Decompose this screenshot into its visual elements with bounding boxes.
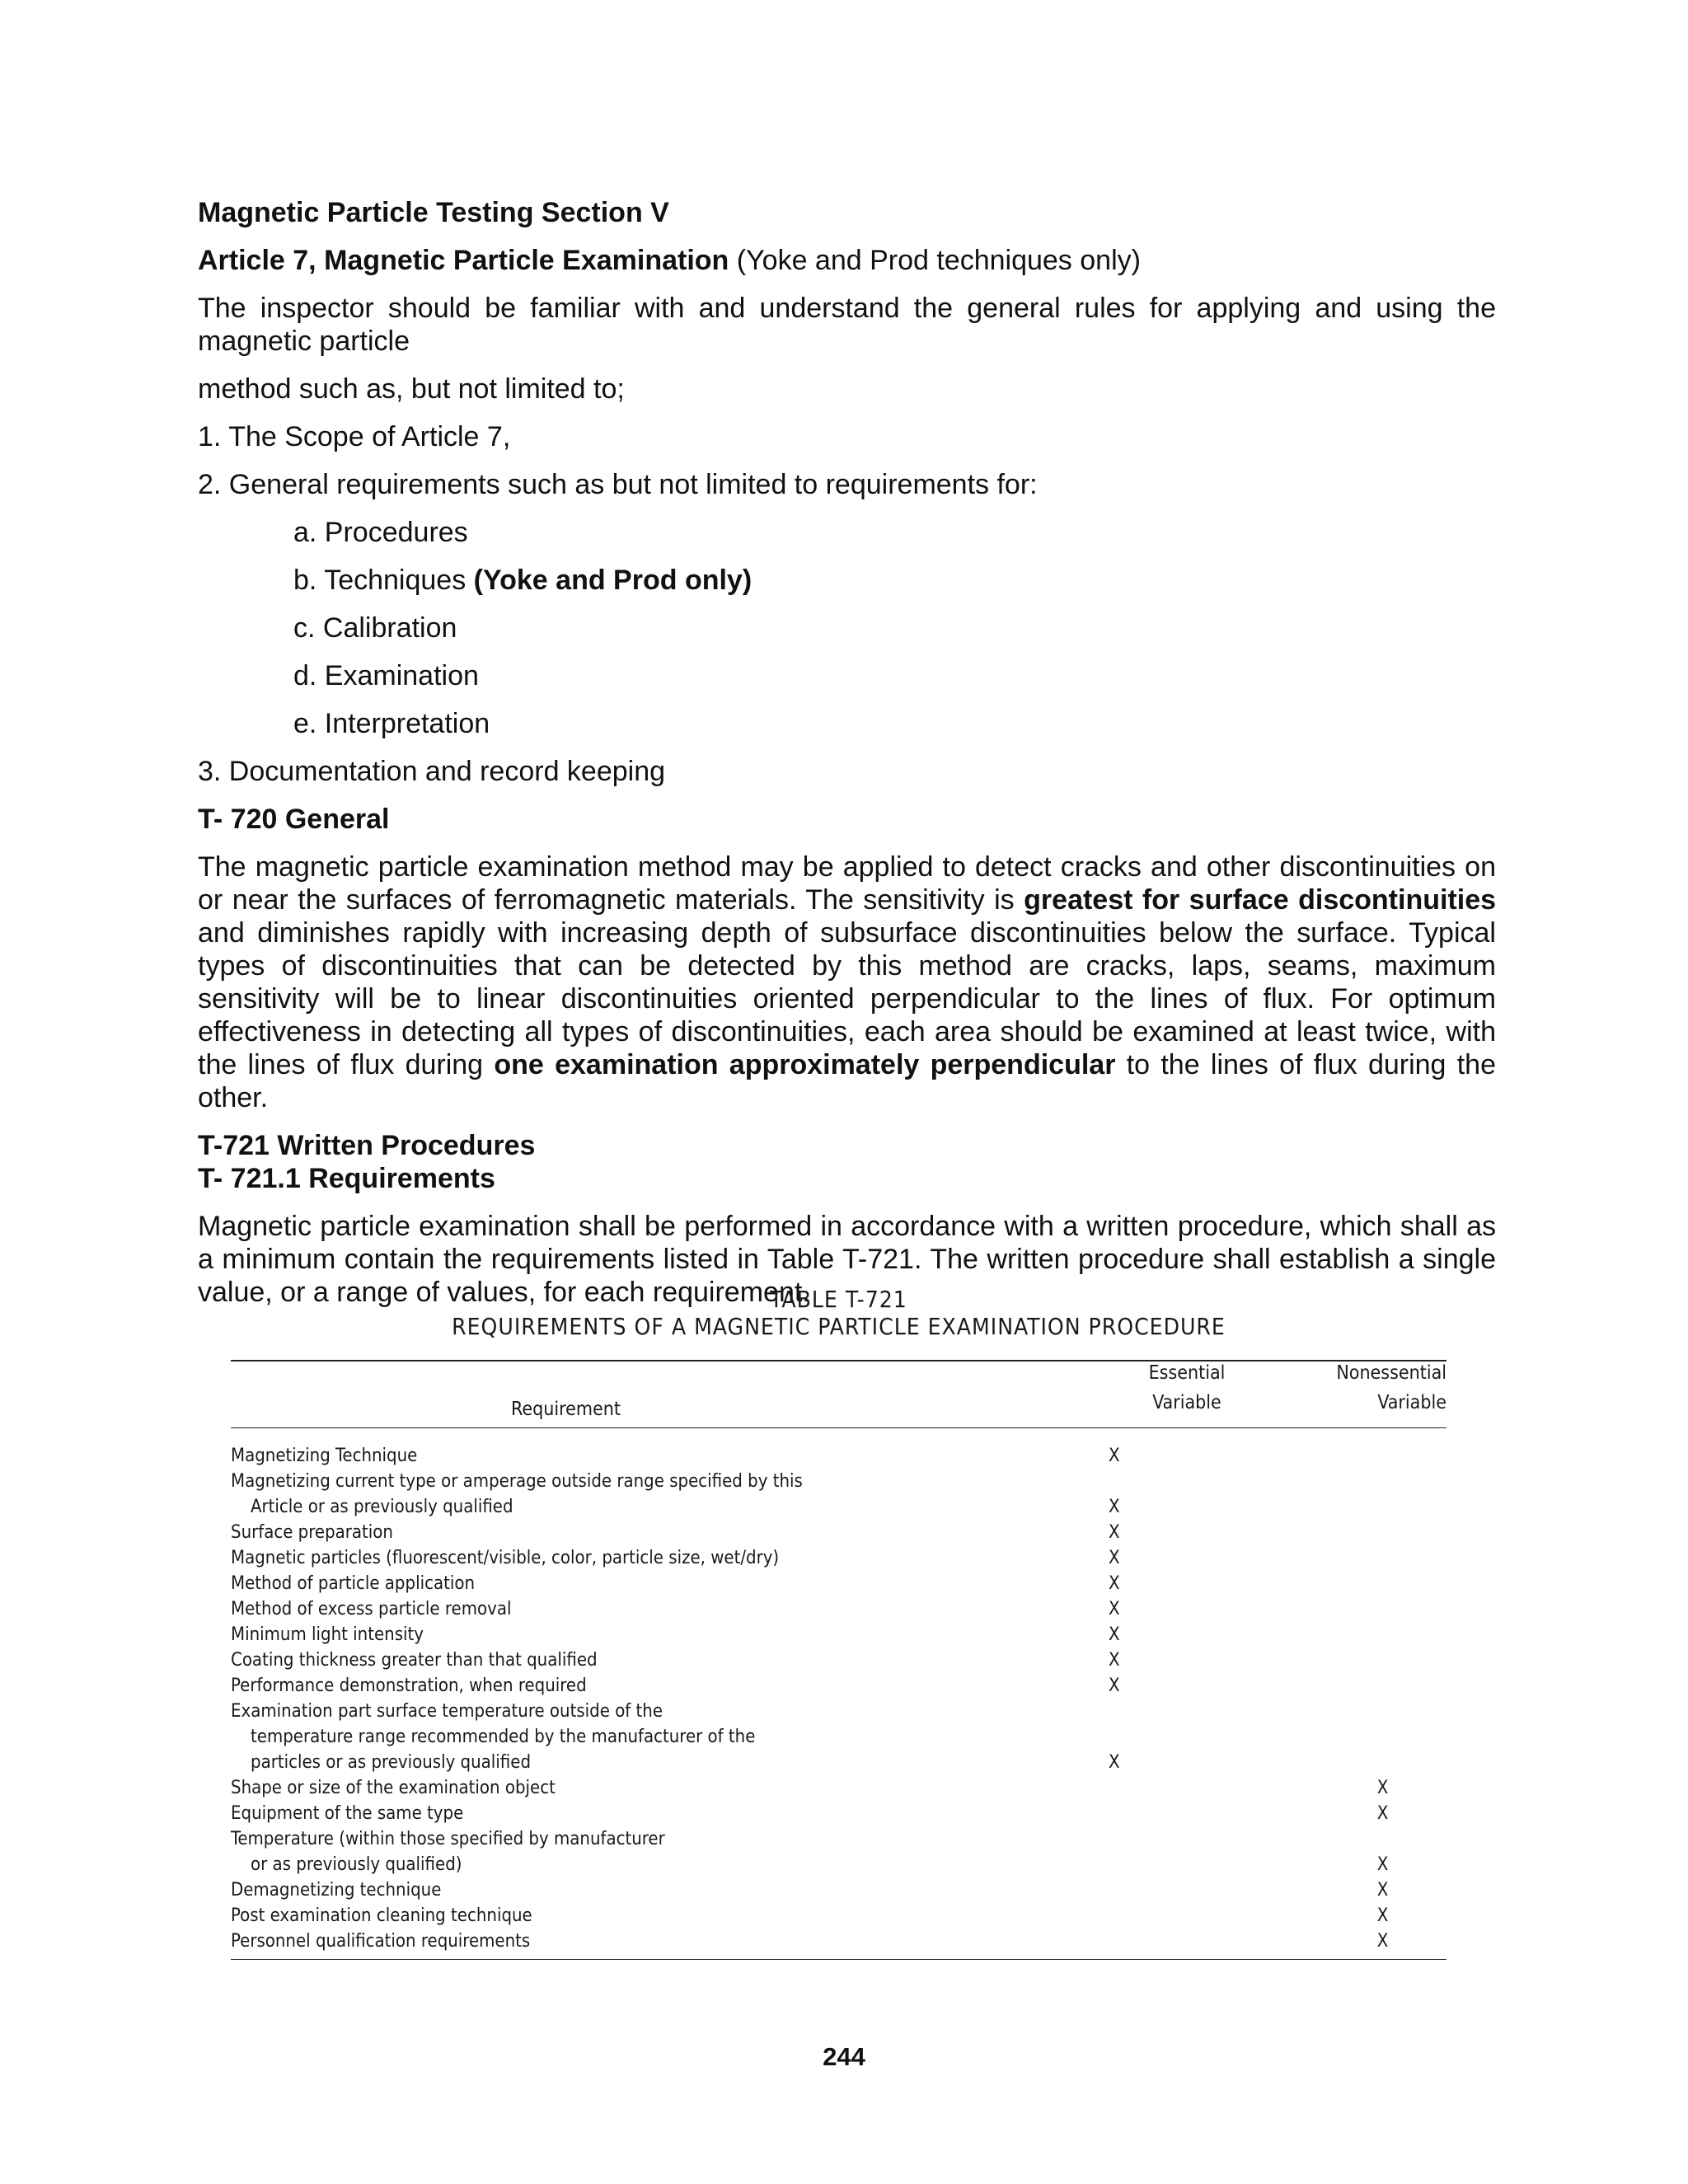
requirement-line: Surface preparation [231, 1522, 393, 1543]
nonessential-cell: X [1376, 1854, 1389, 1875]
requirement-cell [231, 1826, 1063, 1877]
table-row [231, 1469, 1447, 1520]
requirement-cell [231, 1545, 1063, 1571]
table-row [231, 1877, 1447, 1903]
requirement-cell [231, 1877, 1063, 1903]
table-row [231, 1826, 1447, 1877]
requirement-cell [231, 1929, 1063, 1954]
table-row [231, 1571, 1447, 1596]
header-essential [1063, 1361, 1311, 1427]
page-number: 244 [823, 2042, 865, 2071]
requirement-line: Minimum light intensity [231, 1624, 424, 1645]
requirement-line: Demagnetizing technique [231, 1880, 442, 1900]
sub-list-item: e. Interpretation [293, 708, 490, 739]
sub-list-item: d. Examination [293, 660, 479, 691]
article-title: Article 7, Magnetic Particle Examination [198, 245, 729, 276]
sub-list-item: c. Calibration [293, 612, 457, 644]
list-item: 3. Documentation and record keeping [198, 756, 666, 787]
requirement-line: Method of excess particle removal [231, 1599, 512, 1619]
t721-heading: T-721 Written Procedures [198, 1130, 536, 1161]
requirement-line: Post examination cleaning technique [231, 1905, 532, 1926]
sub-list-item-text: b. Techniques [293, 565, 474, 596]
requirement-line: Magnetizing current type or amperage outside range specified by this [231, 1471, 803, 1492]
table-row [231, 1520, 1447, 1545]
document-body [198, 196, 1496, 1309]
essential-cell: X [1109, 1446, 1120, 1466]
t720-paragraph [198, 851, 1496, 1114]
requirement-cell [231, 1443, 1063, 1469]
requirement-line: Shape or size of the examination object [231, 1778, 556, 1798]
nonessential-cell: X [1376, 1778, 1389, 1798]
table-bottom-rule [231, 1959, 1447, 1960]
table-row [231, 1596, 1447, 1622]
requirement-line: Performance demonstration, when required [231, 1675, 587, 1696]
table-number: TABLE T-721 [770, 1286, 907, 1313]
table-row [231, 1903, 1447, 1929]
t7211-heading: T- 721.1 Requirements [198, 1163, 495, 1194]
requirement-cell [231, 1673, 1063, 1699]
requirement-cell [231, 1903, 1063, 1929]
section-heading: Magnetic Particle Testing Section V [198, 197, 669, 228]
essential-cell: X [1109, 1497, 1120, 1517]
requirement-cell [231, 1699, 1063, 1775]
article-heading [198, 244, 1496, 277]
requirement-line: Magnetizing Technique [231, 1446, 418, 1466]
header-nonessential [1311, 1361, 1447, 1427]
sub-list-item: a. Procedures [293, 517, 468, 548]
requirement-cell [231, 1801, 1063, 1826]
intro-paragraph: The inspector should be familiar with and understand the general rules for applying and using the magnetic particle [198, 293, 1496, 357]
t720-text: The magnetic particle examination method may be applied to detect cracks and other discontinuities on or near the surfaces of ferromagnetic materials. The sensitivity is [198, 851, 1496, 916]
essential-cell: X [1109, 1675, 1120, 1696]
requirement-cell [231, 1571, 1063, 1596]
table-row [231, 1443, 1447, 1469]
table-row [231, 1673, 1447, 1699]
t720-emphasis: greatest for surface discontinuities [1024, 884, 1497, 916]
requirement-cell [231, 1469, 1063, 1520]
t720-heading: T- 720 General [198, 804, 390, 835]
table-header [231, 1361, 1447, 1427]
table-row [231, 1622, 1447, 1647]
requirement-line: temperature range recommended by the manufacturer of the [251, 1727, 756, 1747]
requirement-line: Examination part surface temperature outside of the [231, 1701, 663, 1722]
table-row [231, 1929, 1447, 1954]
header-essential-line: Essential [1148, 1362, 1226, 1384]
essential-cell: X [1109, 1752, 1120, 1773]
table-row [231, 1699, 1447, 1775]
sub-list-item-emphasis: (Yoke and Prod only) [473, 565, 753, 596]
requirement-line: Temperature (within those specified by manufacturer [231, 1829, 665, 1849]
article-scope: (Yoke and Prod techniques only) [729, 245, 1141, 276]
requirement-line: Coating thickness greater than that qualified [231, 1650, 598, 1671]
essential-cell: X [1109, 1573, 1120, 1594]
table-row [231, 1545, 1447, 1571]
requirement-line: Equipment of the same type [231, 1803, 464, 1824]
list-item: 2. General requirements such as but not limited to requirements for: [198, 469, 1038, 500]
requirement-line: or as previously qualified) [251, 1854, 462, 1875]
header-nonessential-line: Nonessential [1336, 1362, 1447, 1384]
t7211-paragraph: Magnetic particle examination shall be performed in accordance with a written procedure, which shall as a minimum contain the requirements listed in Table T-721. The written procedure shall establish a single value, or a range of values, for each requirement. [198, 1211, 1496, 1308]
requirement-line: Article or as previously qualified [251, 1497, 513, 1517]
header-essential-line: Variable [1152, 1392, 1221, 1413]
table-row [231, 1647, 1447, 1673]
nonessential-cell: X [1376, 1931, 1389, 1952]
t720-text: and diminishes rapidly with increasing depth of subsurface discontinuities below the surface. Typical types of discontinuities that can be detected by this method are cracks, laps, seams, maximum sensitivity will be to linear discontinuities oriented perpendicular to the lines of flux. For optimum effectiveness in detecting all types of discontinuities, each area should be examined at least twice, with the lines of flux during [198, 917, 1496, 1080]
requirement-line: Method of particle application [231, 1573, 475, 1594]
essential-cell: X [1109, 1548, 1120, 1568]
list-item: 1. The Scope of Article 7, [198, 421, 511, 452]
table-body [231, 1428, 1447, 1959]
table-title: REQUIREMENTS OF A MAGNETIC PARTICLE EXAMINATION PROCEDURE [452, 1313, 1226, 1340]
essential-cell: X [1109, 1599, 1120, 1619]
essential-cell: X [1109, 1650, 1120, 1671]
essential-cell: X [1109, 1624, 1120, 1645]
t720-text: to the lines of flux during the other. [198, 1049, 1496, 1113]
requirement-cell [231, 1775, 1063, 1801]
requirement-cell [231, 1647, 1063, 1673]
table-row [231, 1775, 1447, 1801]
nonessential-cell: X [1376, 1880, 1389, 1900]
table-row [231, 1801, 1447, 1826]
requirement-cell [231, 1596, 1063, 1622]
requirement-line: particles or as previously qualified [251, 1752, 532, 1773]
requirement-cell [231, 1520, 1063, 1545]
requirements-table [231, 1286, 1447, 1960]
nonessential-cell: X [1376, 1803, 1389, 1824]
intro-continuation: method such as, but not limited to; [198, 373, 625, 405]
t720-emphasis: one examination approximately perpendicular [494, 1049, 1116, 1080]
header-nonessential-line: Variable [1377, 1392, 1447, 1413]
nonessential-cell: X [1376, 1905, 1389, 1926]
requirement-line: Magnetic particles (fluorescent/visible, color, particle size, wet/dry) [231, 1548, 780, 1568]
sub-list-item [198, 564, 1496, 597]
header-requirement: Requirement [511, 1399, 621, 1420]
essential-cell: X [1109, 1522, 1120, 1543]
requirement-cell [231, 1622, 1063, 1647]
requirement-line: Personnel qualification requirements [231, 1931, 531, 1952]
